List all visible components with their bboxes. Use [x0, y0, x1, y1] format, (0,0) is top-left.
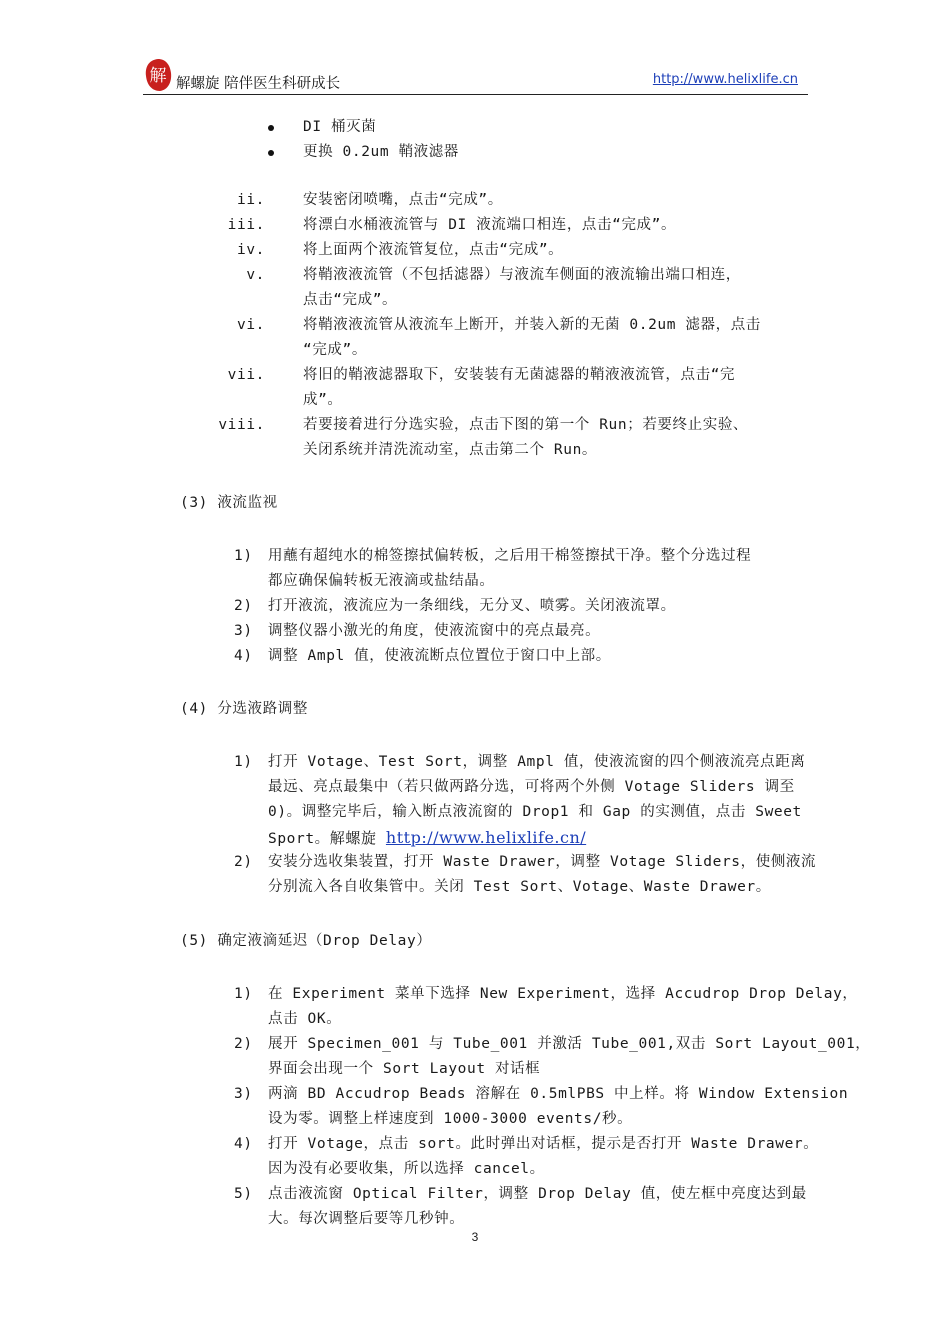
page-number: 3	[471, 1230, 479, 1244]
bullet-item: DI 桶灭菌	[303, 119, 377, 135]
step-number: ii.	[237, 192, 265, 208]
step-line: 点击“完成”。	[303, 292, 398, 308]
item-line: 用蘸有超纯水的棉签擦拭偏转板，之后用干棉签擦拭干净。整个分选过程	[268, 548, 752, 564]
step-line: 安装密闭喷嘴，点击“完成”。	[303, 192, 503, 208]
item-number: 1)	[234, 986, 253, 1002]
inline-brand: 解螺旋	[329, 829, 377, 847]
item-line: 调整仪器小激光的角度，使液流窗中的亮点最亮。	[268, 623, 601, 639]
item-line: 因为没有必要收集，所以选择 cancel。	[268, 1161, 545, 1177]
item-line: 都应确保偏转板无液滴或盐结晶。	[268, 573, 495, 589]
header-divider	[143, 94, 808, 95]
step-line: 将鞘液液流管从液流车上断开，并装入新的无菌 0.2um 滤器，点击	[303, 317, 761, 333]
step-line: 关闭系统并清洗流动室，点击第二个 Run。	[303, 442, 598, 458]
item-line: 大。每次调整后要等几秒钟。	[268, 1211, 465, 1227]
item-line: 展开 Specimen_001 与 Tube_001 并激活 Tube_001,双击 Sort Layout_001，	[268, 1036, 871, 1052]
item-line: 0)。调整完毕后，输入断点液流窗的 Drop1 和 Gap 的实测值，点击 Sweet	[268, 804, 802, 820]
item-number: 2)	[234, 854, 253, 870]
step-line: 将鞘液液流管（不包括滤器）与液流车侧面的液流输出端口相连，	[303, 267, 741, 283]
section-heading: (3) 液流监视	[180, 495, 278, 511]
step-number: vii.	[227, 367, 265, 383]
item-line: 界面会出现一个 Sort Layout 对话框	[268, 1061, 541, 1077]
item-number: 3)	[234, 623, 253, 639]
item-number: 1)	[234, 754, 253, 770]
item-line: 点击 OK。	[268, 1011, 342, 1027]
step-line: 将旧的鞘液滤器取下，安装装有无菌滤器的鞘液液流管，点击“完	[303, 367, 736, 383]
item-line: 在 Experiment 菜单下选择 New Experiment，选择 Accudrop Drop Delay，	[268, 986, 858, 1002]
item-number: 4)	[234, 648, 253, 664]
svg-text:解: 解	[149, 66, 167, 86]
item-line	[268, 825, 586, 852]
section-heading: (5) 确定液滴延迟（Drop Delay）	[180, 933, 432, 949]
item-line: 打开液流，液流应为一条细线，无分叉、喷雾。关闭液流罩。	[268, 598, 676, 614]
item-line: 安装分选收集装置，打开 Waste Drawer，调整 Votage Sliders，使侧液流	[268, 854, 817, 870]
item-number: 2)	[234, 598, 253, 614]
item-line: 两滴 BD Accudrop Beads 溶解在 0.5mlPBS 中上样。将 Window Extension	[268, 1086, 849, 1102]
header-brand: 解螺旋 陪伴医生科研成长	[176, 76, 341, 92]
step-number: vi.	[237, 317, 265, 333]
item-line-text: Sport。	[268, 831, 330, 847]
item-line: 设为零。调整上样速度到 1000-3000 events/秒。	[268, 1111, 633, 1127]
bullet-dot-icon	[268, 150, 274, 156]
item-number: 1)	[234, 548, 253, 564]
section-heading: (4) 分选液路调整	[180, 701, 308, 717]
item-number: 3)	[234, 1086, 253, 1102]
item-number: 4)	[234, 1136, 253, 1152]
step-number: iv.	[237, 242, 265, 258]
step-line: 将上面两个液流管复位，点击“完成”。	[303, 242, 564, 258]
step-line: 成”。	[303, 392, 343, 408]
item-line: 打开 Votage、Test Sort，调整 Ampl 值，使液流窗的四个侧液流亮点距离	[268, 754, 806, 770]
helixlife-logo	[143, 58, 173, 92]
item-line: 分别流入各自收集管中。关闭 Test Sort、Votage、Waste Drawer。	[268, 879, 771, 895]
bullet-dot-icon	[268, 125, 274, 131]
step-number: iii.	[227, 217, 265, 233]
bullet-item: 更换 0.2um 鞘液滤器	[303, 144, 459, 160]
item-number: 5)	[234, 1186, 253, 1202]
helixlife-link[interactable]: http://www.helixlife.cn/	[385, 828, 587, 847]
item-line: 打开 Votage，点击 sort。此时弹出对话框，提示是否打开 Waste Drawer。	[268, 1136, 819, 1152]
step-line: 将漂白水桶液流管与 DI 液流端口相连，点击“完成”。	[303, 217, 677, 233]
header-url-link[interactable]: http://www.helixlife.cn	[652, 72, 798, 87]
step-line: “完成”。	[303, 342, 367, 358]
item-line: 最远、亮点最集中（若只做两路分选，可将两个外侧 Votage Sliders 调至	[268, 779, 795, 795]
item-number: 2)	[234, 1036, 253, 1052]
step-number: v.	[246, 267, 265, 283]
step-line: 若要接着进行分选实验，点击下图的第一个 Run；若要终止实验、	[303, 417, 749, 433]
step-number: viii.	[218, 417, 265, 433]
item-line: 调整 Ampl 值，使液流断点位置位于窗口中上部。	[268, 648, 611, 664]
item-line: 点击液流窗 Optical Filter，调整 Drop Delay 值，使左框中亮度达到最	[268, 1186, 807, 1202]
